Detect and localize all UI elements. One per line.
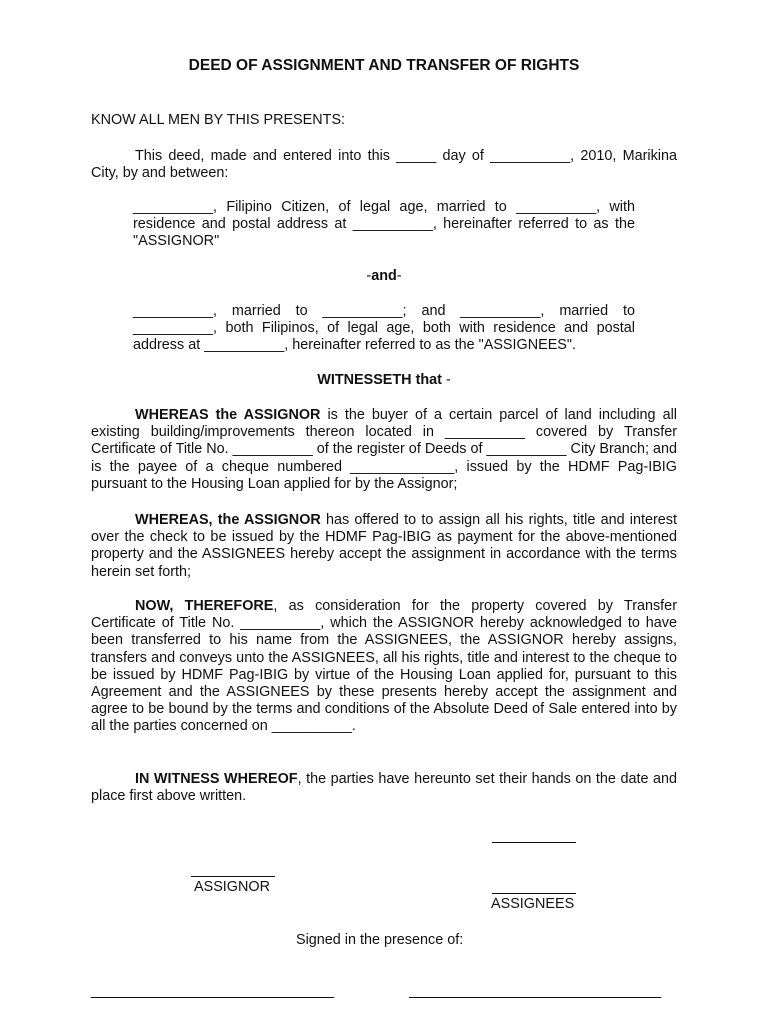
witnesseth-label: WITNESSETH that bbox=[317, 372, 442, 388]
assignee-signature-line-1 bbox=[492, 842, 576, 843]
whereas2-text: has offered to to assign all his rights, title and interest over the check to be issued by the HDMF Pag-IBIG as payment for the above-mentioned property and the ASSIGNEES hereby accept the assignment in accordance with the terms herein set forth; bbox=[91, 512, 677, 580]
assignor-signature-line bbox=[191, 876, 275, 877]
assignees-label: ASSIGNEES bbox=[491, 896, 575, 912]
assignees-party-paragraph: __________, married to __________; and __________, married to __________, both Filipinos, of legal age, both with residence and postal address at __________, hereinafter referred to as the "ASSIGNEES". bbox=[133, 303, 635, 354]
signed-in-presence-label: Signed in the presence of: bbox=[296, 932, 464, 948]
document-title: DEED OF ASSIGNMENT AND TRANSFER OF RIGHTS bbox=[188, 57, 580, 74]
in-witness-text: , the parties have hereunto set their hands on the date and place first above written. bbox=[91, 771, 678, 805]
and-separator: -and- bbox=[366, 268, 402, 284]
witness-signature-line-2 bbox=[409, 997, 661, 998]
now-therefore-lead: NOW, THEREFORE bbox=[135, 598, 274, 614]
witnesseth-heading: WITNESSETH that - bbox=[317, 372, 451, 388]
witness-signature-line-1 bbox=[91, 997, 334, 998]
whereas1-lead: WHEREAS the ASSIGNOR bbox=[135, 407, 321, 423]
whereas1-text: is the buyer of a certain parcel of land including all existing building/improvements thereon located in __________ covered by Transfer Certificate of Title No. __________ of the register of Deeds of __________ City Branch; and is the payee of a cheque numbered _____________, issued by the HDMF Pag-IBIG pursuant to the Housing Loan applied for by the Assignor; bbox=[91, 407, 677, 492]
whereas2-lead: WHEREAS, the ASSIGNOR bbox=[135, 512, 321, 528]
assignor-party-paragraph: __________, Filipino Citizen, of legal age, married to __________, with residence and postal address at __________, hereinafter referred to as the "ASSIGNOR" bbox=[133, 199, 635, 250]
assignee-signature-line-2 bbox=[492, 893, 576, 894]
whereas-paragraph-1 bbox=[91, 407, 677, 493]
and-label: and bbox=[371, 268, 397, 284]
in-witness-paragraph bbox=[91, 771, 677, 805]
assignor-label: ASSIGNOR bbox=[194, 879, 270, 895]
now-therefore-paragraph bbox=[91, 598, 677, 736]
whereas-paragraph-2 bbox=[91, 512, 677, 581]
now-therefore-text: , as consideration for the property covered by Transfer Certificate of Title No. __________, which the ASSIGNOR hereby acknowledged to have been transferred to his name from the ASSIGNEES, the ASSIGNOR hereby assigns, transfers and conveys unto the ASSIGNEES, all his rights, title and interest to the cheque to be issued by HDMF Pag-IBIG by virtue of the Housing Loan applied for, pursuant to this Agreement and the ASSIGNEES by these presents hereby accept the assignment and agree to be bound by the terms and conditions of the Absolute Deed of Sale entered into by all the parties concerned on __________. bbox=[91, 598, 677, 735]
preamble: KNOW ALL MEN BY THIS PRESENTS: bbox=[91, 112, 346, 128]
intro-paragraph: This deed, made and entered into this _____ day of __________, 2010, Marikina City, by and between: bbox=[91, 148, 677, 182]
in-witness-lead: IN WITNESS WHEREOF bbox=[135, 771, 298, 787]
